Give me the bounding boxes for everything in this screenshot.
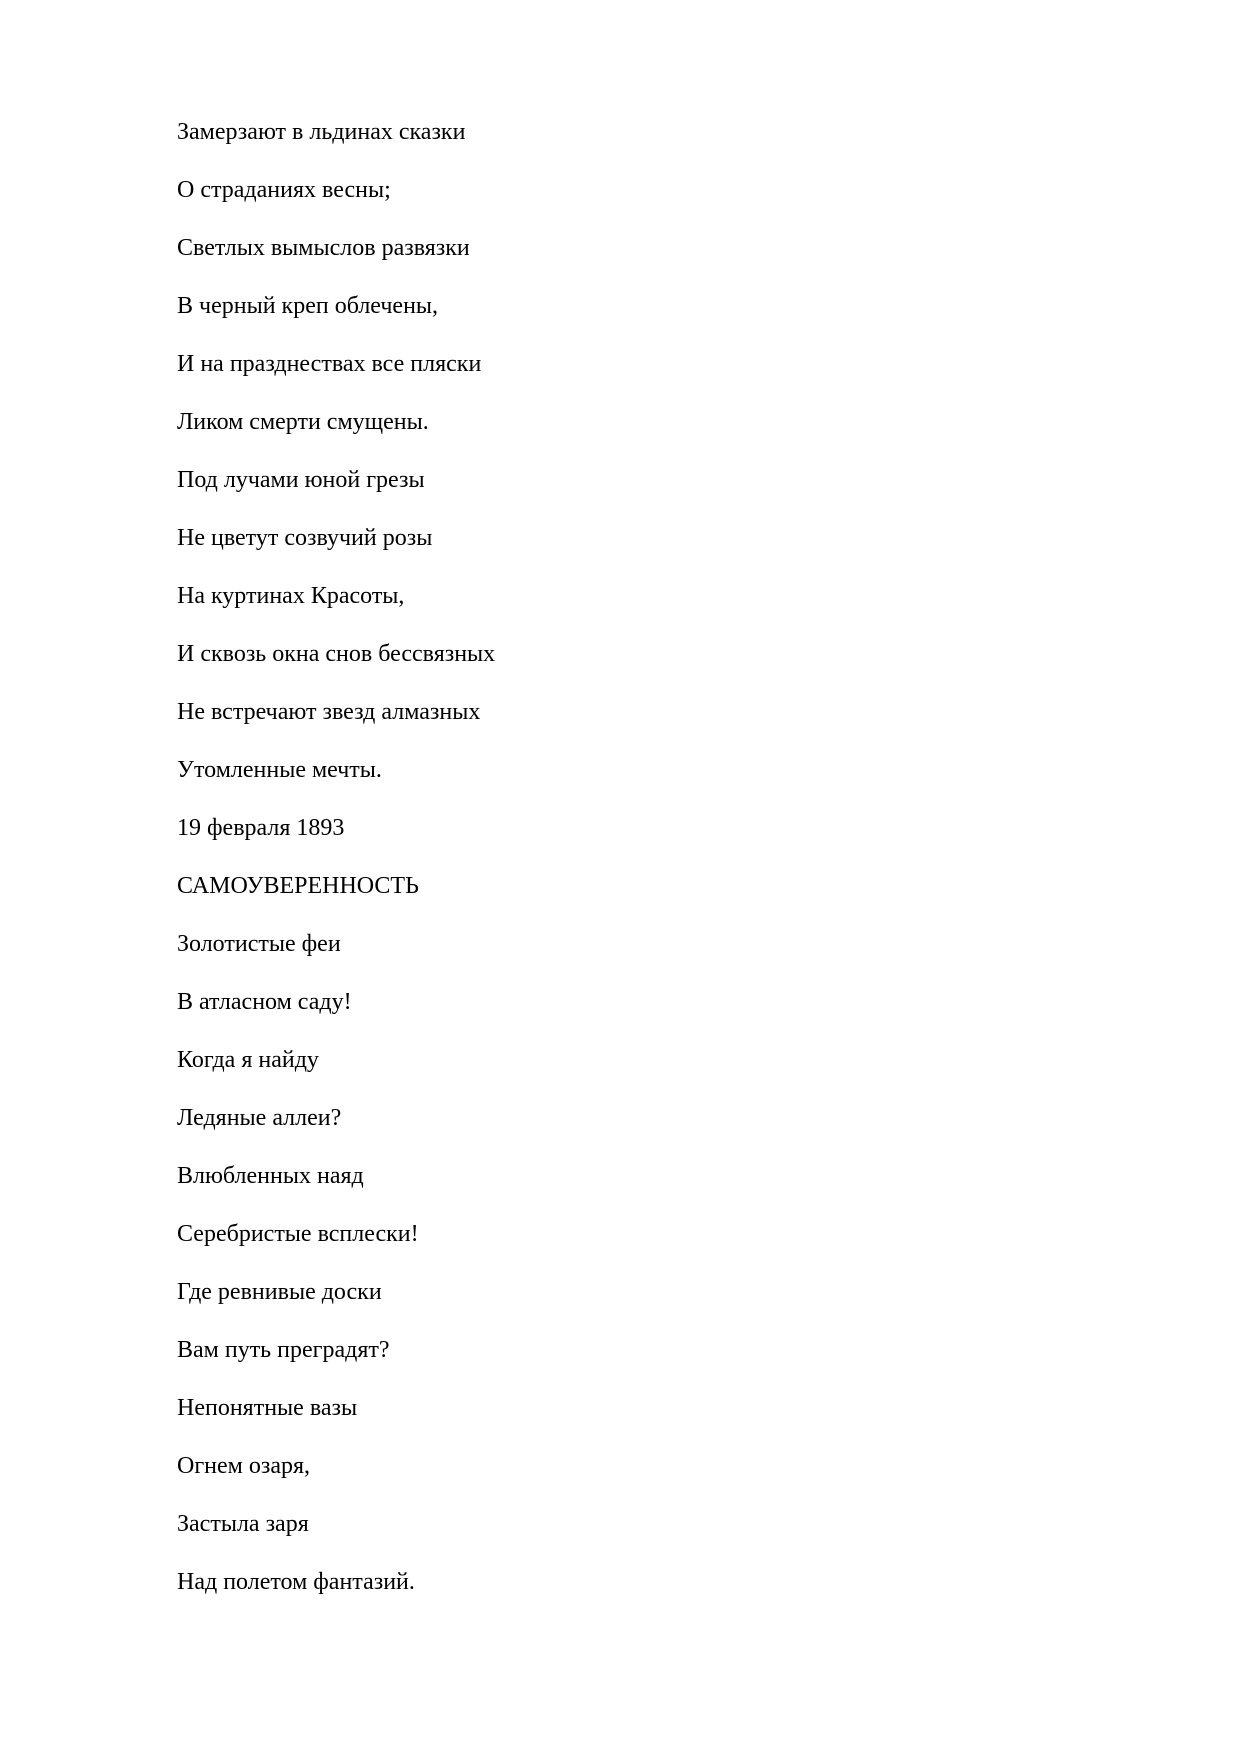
poem-line: Ледяные аллеи? xyxy=(177,1105,342,1131)
poem-line: Не встречают звезд алмазных xyxy=(177,699,481,725)
poem-line: Непонятные вазы xyxy=(177,1395,358,1421)
poem-date: 19 февраля 1893 xyxy=(177,815,345,841)
poem-line: Серебристые всплески! xyxy=(177,1221,419,1247)
poem-line: Утомленные мечты. xyxy=(177,757,382,783)
poem-line: И сквозь окна снов бессвязных xyxy=(177,641,496,667)
poem-title: САМОУВЕРЕННОСТЬ xyxy=(177,873,419,899)
poem-line: Застыла заря xyxy=(177,1511,309,1537)
poem-line: Под лучами юной грезы xyxy=(177,467,425,493)
poem-line: Когда я найду xyxy=(177,1047,319,1073)
poem-line: Вам путь преградят? xyxy=(177,1337,390,1363)
poem-line: Где ревнивые доски xyxy=(177,1279,382,1305)
poem-line: На куртинах Красоты, xyxy=(177,583,405,609)
poem-line: Ликом смерти смущены. xyxy=(177,409,429,435)
poem-line: О страданиях весны; xyxy=(177,177,391,203)
poem-line: Светлых вымыслов развязки xyxy=(177,235,470,261)
poem-line: Над полетом фантазий. xyxy=(177,1569,415,1595)
poem-line: Влюбленных наяд xyxy=(177,1163,364,1189)
poem-text xyxy=(177,116,495,1624)
poem-line: В атласном саду! xyxy=(177,989,352,1015)
poem-line: Не цветут созвучий розы xyxy=(177,525,433,551)
poem-line: В черный креп облечены, xyxy=(177,293,439,319)
poem-line: И на празднествах все пляски xyxy=(177,351,482,377)
poem-line: Замерзают в льдинах сказки xyxy=(177,119,466,145)
poem-line: Золотистые феи xyxy=(177,931,341,957)
poem-line: Огнем озаря, xyxy=(177,1453,311,1479)
